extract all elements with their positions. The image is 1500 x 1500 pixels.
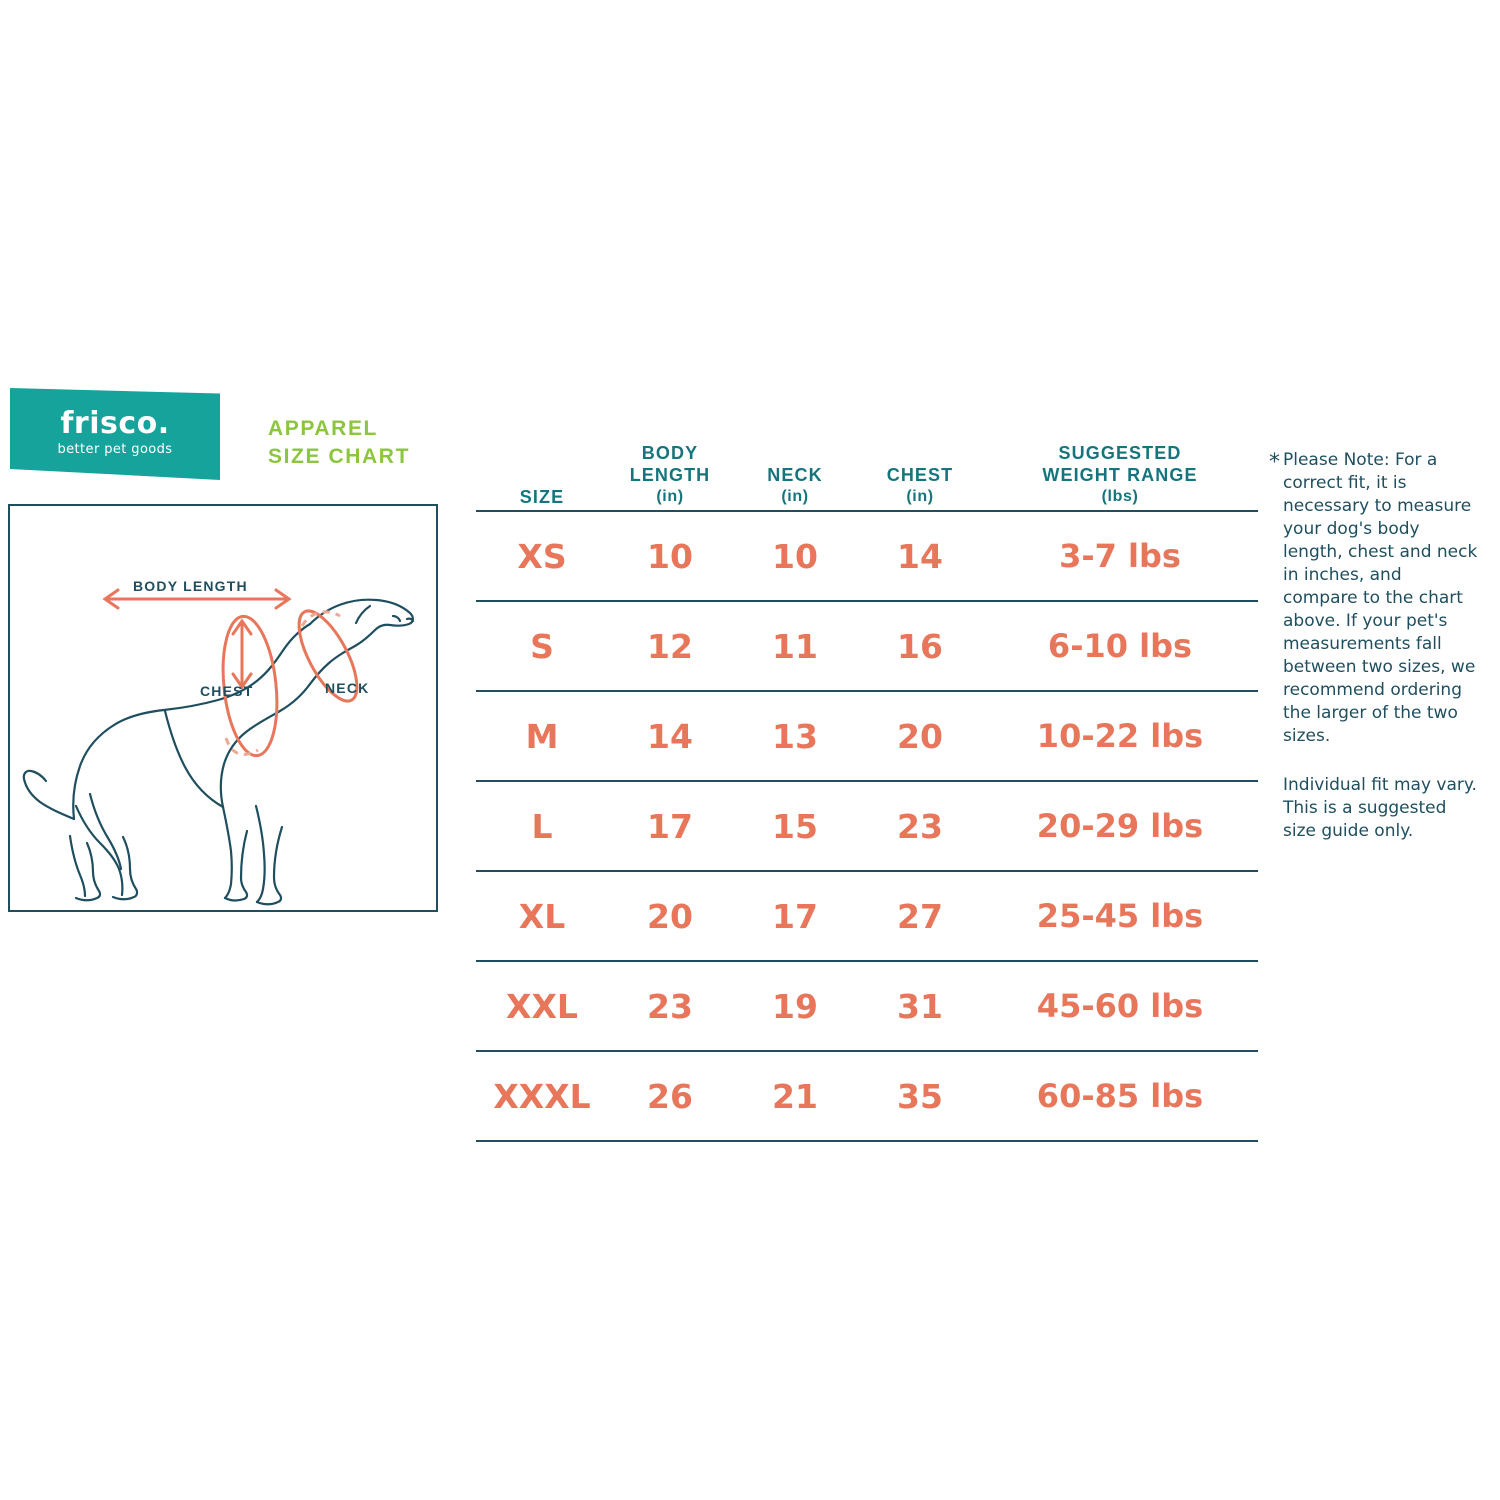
cell-chest: 27	[897, 896, 943, 936]
size-chart-table	[476, 415, 1258, 1142]
header-body-length: BODY LENGTH (in)	[629, 443, 711, 505]
cell-size: L	[531, 806, 553, 846]
cell-chest: 16	[897, 626, 943, 666]
cell-body-length: 20	[647, 896, 693, 936]
table-row	[476, 510, 1258, 600]
brand-logo	[10, 388, 220, 480]
label-body-length: BODY LENGTH	[133, 578, 248, 594]
asterisk-icon: *	[1269, 450, 1280, 475]
cell-size: XS	[517, 536, 567, 576]
cell-neck: 19	[772, 986, 818, 1026]
cell-chest: 23	[897, 806, 943, 846]
dog-illustration-icon	[10, 506, 436, 910]
cell-body-length: 23	[647, 986, 693, 1026]
cell-weight: 10-22 lbs	[1036, 717, 1204, 755]
cell-neck: 10	[772, 536, 818, 576]
page-title	[268, 415, 410, 471]
brand-tagline: better pet goods	[57, 442, 173, 457]
header-chest: CHEST (in)	[886, 465, 954, 505]
cell-neck: 15	[772, 806, 818, 846]
table-row	[476, 960, 1258, 1050]
label-chest: CHEST	[200, 683, 254, 699]
cell-neck: 11	[772, 626, 818, 666]
cell-chest: 35	[897, 1076, 943, 1116]
cell-weight: 6-10 lbs	[1047, 627, 1193, 665]
cell-neck: 17	[772, 896, 818, 936]
cell-chest: 14	[897, 536, 943, 576]
label-neck: NECK	[325, 680, 370, 696]
cell-body-length: 14	[647, 716, 693, 756]
cell-neck: 21	[772, 1076, 818, 1116]
cell-size: M	[525, 716, 559, 756]
brand-name: frisco.	[60, 406, 170, 441]
table-row	[476, 870, 1258, 960]
table-row	[476, 600, 1258, 690]
page-title-line2: SIZE CHART	[268, 445, 410, 468]
cell-weight: 25-45 lbs	[1036, 897, 1204, 935]
note-spacer	[1283, 748, 1478, 774]
cell-body-length: 26	[647, 1076, 693, 1116]
header-weight-range: SUGGESTED WEIGHT RANGE (lbs)	[1042, 443, 1198, 505]
table-header-row	[476, 415, 1258, 510]
cell-body-length: 17	[647, 806, 693, 846]
cell-size: S	[530, 626, 554, 666]
table-row	[476, 780, 1258, 870]
cell-weight: 45-60 lbs	[1036, 987, 1204, 1025]
cell-size: XXL	[506, 986, 578, 1026]
cell-size: XL	[518, 896, 566, 936]
cell-weight: 3-7 lbs	[1059, 537, 1181, 575]
cell-weight: 60-85 lbs	[1036, 1077, 1204, 1115]
header-size: SIZE	[519, 487, 565, 507]
cell-chest: 20	[897, 716, 943, 756]
cell-neck: 13	[772, 716, 818, 756]
header-neck: NECK (in)	[767, 465, 823, 505]
dog-measurement-diagram	[8, 504, 438, 912]
cell-weight: 20-29 lbs	[1036, 807, 1204, 845]
cell-size: XXXL	[493, 1076, 591, 1116]
page-title-line1: APPAREL	[268, 417, 378, 440]
cell-body-length: 12	[647, 626, 693, 666]
cell-body-length: 10	[647, 536, 693, 576]
table-row	[476, 1050, 1258, 1142]
note-paragraph-1: Please Note: For a correct fit, it is necessary to measure your dog's body length, chest and neck in inches, and compare to the chart above. If your pet's measurements fall between two sizes, we recommend ordering the larger of the two sizes.	[1283, 450, 1478, 746]
note-paragraph-2: Individual fit may vary. This is a suggested size guide only.	[1283, 775, 1477, 841]
cell-chest: 31	[897, 986, 943, 1026]
fit-note	[1269, 449, 1478, 843]
table-row	[476, 690, 1258, 780]
